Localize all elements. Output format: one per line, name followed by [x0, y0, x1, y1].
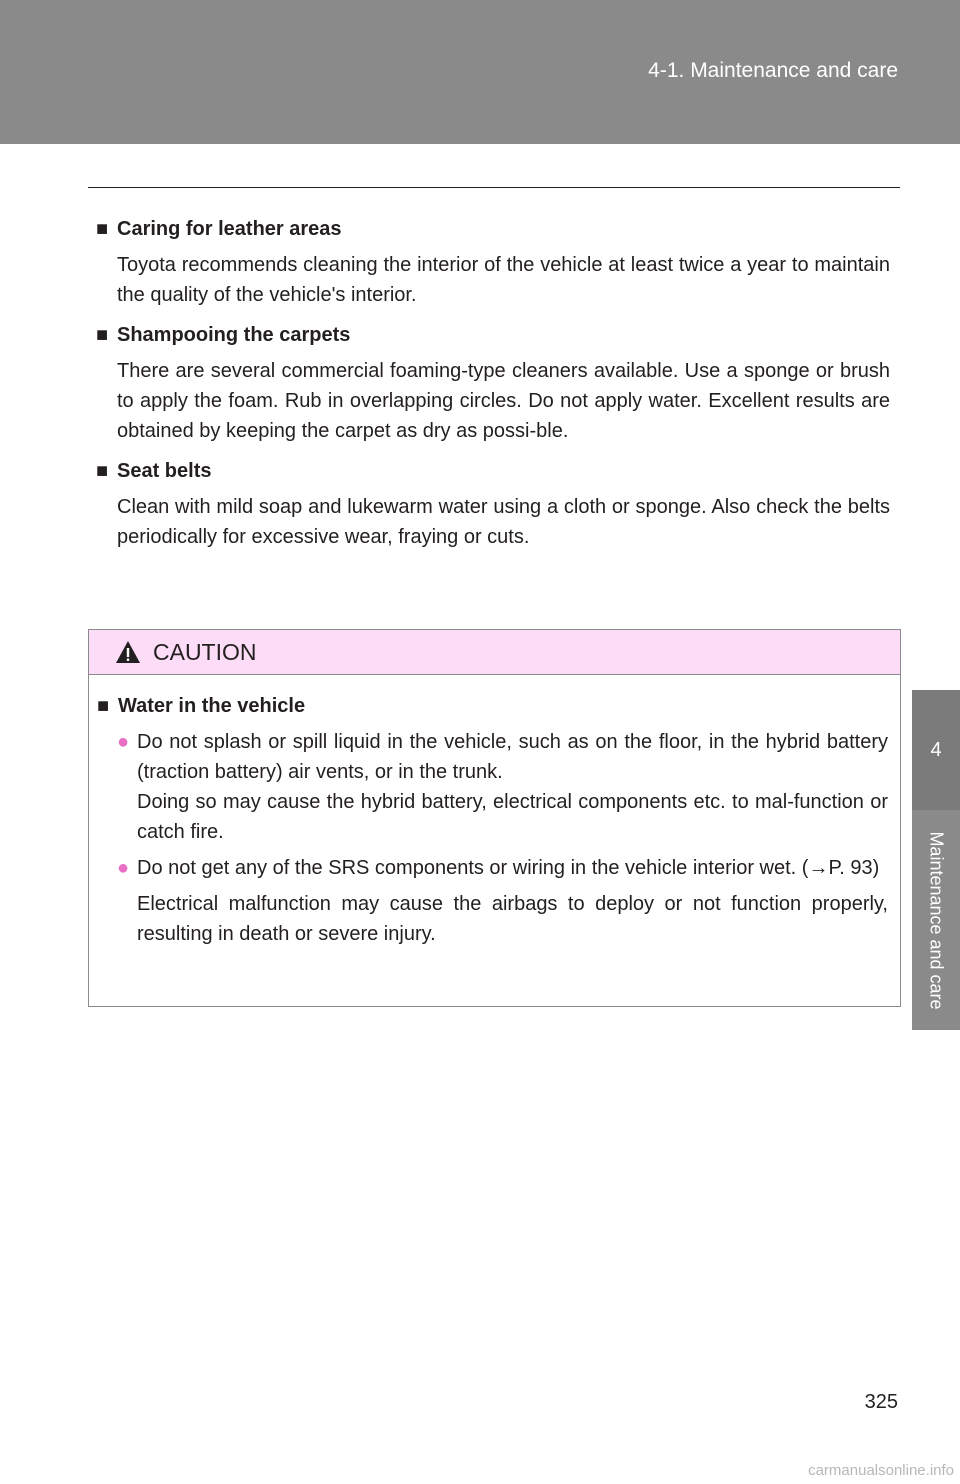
section-heading — [96, 456, 890, 486]
square-bullet-icon: ■ — [97, 695, 110, 717]
caution-item-consequence: Doing so may cause the hybrid battery, electrical components etc. to mal-function or catch fire. — [137, 791, 888, 843]
caution-item — [97, 727, 888, 847]
section-seat-belts — [96, 456, 890, 552]
caution-item-consequence: Electrical malfunction may cause the airbags to deploy or not function properly, resulting in death or severe injury. — [137, 893, 888, 945]
main-content — [96, 214, 890, 562]
section-heading-text: Shampooing the carpets — [117, 324, 351, 346]
caution-item — [97, 853, 888, 949]
caution-subheading-text: Water in the vehicle — [118, 695, 306, 717]
caution-box — [88, 629, 901, 1007]
caution-item-text: Do not splash or spill liquid in the vehicle, such as on the floor, in the hybrid battery (traction battery) air vents, or in the trunk. — [137, 731, 888, 783]
square-bullet-icon: ■ — [96, 460, 109, 482]
section-carpets — [96, 320, 890, 446]
page-number: 325 — [864, 1391, 898, 1413]
section-body: There are several commercial foaming-type cleaners available. Use a sponge or brush to apply the foam. Rub in overlapping circles. Do not apply water. Excellent results are obtained by keeping the carpet as dry as possi-ble. — [117, 360, 890, 442]
caution-body — [89, 675, 900, 949]
circle-bullet-icon: ● — [117, 731, 130, 753]
circle-bullet-icon: ● — [117, 857, 130, 879]
section-leather — [96, 214, 890, 310]
section-title: 4-1. Maintenance and care — [648, 59, 898, 82]
section-body: Clean with mild soap and lukewarm water using a cloth or sponge. Also check the belts periodically for excessive wear, fraying or cuts. — [117, 496, 890, 548]
square-bullet-icon: ■ — [96, 218, 109, 240]
section-heading-text: Seat belts — [117, 460, 212, 482]
caution-subheading — [97, 691, 888, 721]
chapter-name — [912, 810, 960, 1030]
caution-header — [89, 630, 900, 675]
header-divider — [88, 187, 900, 188]
chapter-side-tab[interactable] — [912, 690, 960, 1030]
section-heading — [96, 320, 890, 350]
chapter-number: 4 — [912, 690, 960, 810]
chapter-name-text: Maintenance and care — [926, 830, 947, 1010]
square-bullet-icon: ■ — [96, 324, 109, 346]
watermark[interactable]: carmanualsonline.info — [808, 1462, 954, 1479]
section-body: Toyota recommends cleaning the interior of the vehicle at least twice a year to maintain the quality of the vehicle's interior. — [117, 254, 890, 306]
section-heading-text: Caring for leather areas — [117, 218, 342, 240]
caution-title: CAUTION — [153, 639, 257, 665]
section-heading — [96, 214, 890, 244]
page-header — [0, 0, 960, 144]
caution-item-text: Do not get any of the SRS components or wiring in the vehicle interior wet. (→P. 93) — [137, 857, 880, 879]
warning-triangle-icon — [115, 640, 141, 664]
